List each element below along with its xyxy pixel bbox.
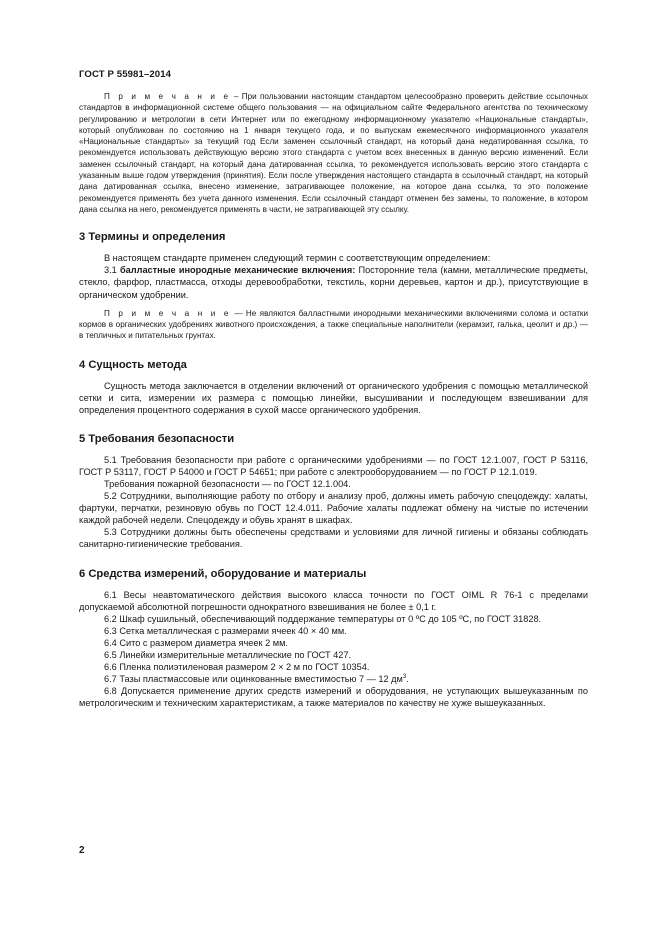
section-6-item-4: 6.4 Сито с размером диаметра ячеек 2 мм. xyxy=(104,637,288,648)
intro-note xyxy=(79,91,588,215)
note-text: – При пользовании настоящим стандартом целесообразно проверить действие ссылочных стандартов в информационной системе общего пользования — на официальном сайте Федерального агентства по техническому регулированию и метрологии в сети Интернет или по ежегодному информационному указателю «Национальные стандарты», который опубликован по состоянию на 1 января текущего года, и по выпускам ежемесячного информационного указателя «Национальные стандарты» за текущий год Если заменен ссылочный стандарт, на который дана недатированная ссылка, то рекомендуется использовать действующую версию этого стандарта с учетом всех внесенных в данную версию изменений. Если заменен ссылочный стандарт, на который дана датированная ссылка, то рекомендуется использовать версию этого стандарта с указанным выше годом утверждения (принятия). Если после утверждения настоящего стандарта в ссылочный стандарт, на который дана датированная ссылка, внесено изменение, затрагивающее положение, на которое дана ссылка, то это положение рекомендуется применять без учета данного изменения. Если ссылочный стандарт отменен без замены, то положение, в котором дана ссылка на него, рекомендуется применять в части, не затрагивающей эту ссылку. xyxy=(79,92,588,214)
section-3-note xyxy=(79,308,588,342)
section-4-title: 4 Сущность метода xyxy=(79,358,187,371)
document-header: ГОСТ Р 55981–2014 xyxy=(79,69,172,80)
document-body xyxy=(79,91,588,710)
section-5-paragraph-3: 5.2 Сотрудники, выполняющие работу по отбору и анализу проб, должны иметь рабочую спецодежду: халаты, фартуки, перчатки, резиновую обувь по ГОСТ 12.4.011. Рабочие халаты подлежат обмену на чистые по истечении каждой рабочей недели. Спецодежду и обувь хранят в шкафах. xyxy=(79,491,588,526)
note-label: П р и м е ч а н и е xyxy=(104,92,231,101)
section-5-paragraph-2: Требования пожарной безопасности — по ГОСТ 12.1.004. xyxy=(104,479,351,489)
section-6-item-6: 6.6 Пленка полиэтиленовая размером 2 × 2 м по ГОСТ 10354. xyxy=(104,662,370,673)
section-6-item-3: 6.3 Сетка металлическая с размерами ячеек 40 × 40 мм. xyxy=(104,625,347,636)
section-3-title: 3 Термины и определения xyxy=(79,231,226,244)
section-6-item-7 xyxy=(79,673,588,685)
term-definition-text: Посторонние тела (камни, металлические предметы, стекло, фарфор, пластмасса, отходы деревообработки, текстиль, корни деревьев, картон и др.), присутствующие в органическом удобрении. xyxy=(79,265,589,300)
section-6-item-5: 6.5 Линейки измерительные металлические по ГОСТ 427. xyxy=(104,650,352,661)
term-number: 3.1 xyxy=(104,265,120,276)
section-6-item-2: 6.2 Шкаф сушильный, обеспечивающий поддержание температуры от 0 ºС до 105 ºС, по ГОСТ 31828. xyxy=(104,613,542,624)
section-5-paragraph-4: 5.3 Сотрудники должны быть обеспечены средствами и условиями для личной гигиены и обязаны соблюдать санитарно-гигиенические требования. xyxy=(79,527,588,550)
section-4-paragraph: Сущность метода заключается в отделении включений от органического удобрения с помощью металлической сетки и сита, измерении их размера с помощью линейки, высушивании и последующем взвешивании для определения процентного содержания в сухой массе органического удобрения. xyxy=(79,380,588,415)
section-5-paragraph-1: 5.1 Требования безопасности при работе с органическими удобрениями — по ГОСТ 12.1.007, ГОСТ Р 53116, ГОСТ Р 53117, ГОСТ Р 54000 и ГОСТ Р 54651; при работе с электрооборудованием — по ГОСТ Р 12.1.019. xyxy=(79,454,588,477)
section-6-item-8: 6.8 Допускается применение других средств измерений и оборудования, не уступающих вышеуказанным по метрологическим и техническим характеристикам, а также материалов по качеству не хуже вышеуказанных. xyxy=(79,686,588,709)
page-number: 2 xyxy=(79,845,85,856)
superscript: 3 xyxy=(402,674,407,681)
note-label: П р и м е ч а н и е xyxy=(104,308,232,318)
item-end: . xyxy=(406,674,409,685)
section-5-title: 5 Требования безопасности xyxy=(79,432,235,445)
term-definition xyxy=(79,264,588,300)
term: балластные инородные механические включения: xyxy=(119,265,356,276)
section-3-paragraph: В настоящем стандарте применен следующий термин с соответствующим определением: xyxy=(104,253,491,264)
section-6-item-1: 6.1 Весы неавтоматического действия высокого класса точности по ГОСТ OIML R 76-1 с пределами допускаемой абсолютной погрешности однократного взвешивания не более ± 0,1 г. xyxy=(79,589,588,612)
section-6-title: 6 Средства измерений, оборудование и материалы xyxy=(79,567,367,580)
item-text: 6.7 Тазы пластмассовые или оцинкованные вместимостью 7 — 12 дм xyxy=(104,674,403,685)
note-text: — Не являются балластными инородными механическими включениями солома и остатки кормов в органических удобрениях животного происхождения, а также специальные наполнители (керамзит, галька, цеолит и др.) — в тепличных и питательных грунтах. xyxy=(79,308,589,341)
